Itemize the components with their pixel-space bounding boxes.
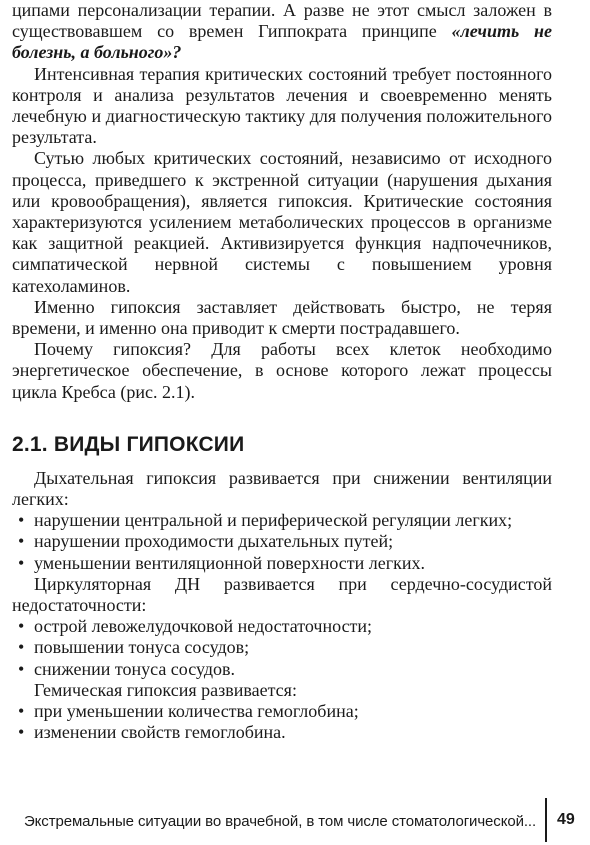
hemic-hypoxia-list <box>12 701 552 743</box>
paragraph-krebs-cycle: Почему гипоксия? Для работы всех клеток необходимо энергетическое обеспечение, в основе которого лежат процессы цикла Кребса (рис. 2.1). <box>12 339 552 402</box>
paragraph-intensive-therapy: Интенсивная терапия критических состояний требует постоянного контроля и анализа результатов лечения и своевременно менять лечебную и диагностическую тактику для получения положительного результата. <box>12 63 552 148</box>
paragraph-text: ципами персонализации терапии. А разве не этот смысл заложен в существовавшем со времен Гиппократа принципе <box>12 0 552 42</box>
circulatory-hypoxia-list <box>12 616 552 680</box>
page-number: 49 <box>557 811 575 828</box>
page-body <box>12 0 552 744</box>
respiratory-hypoxia-list <box>12 510 552 574</box>
list-item: • нарушении центральной и периферической регуляции легких; <box>12 510 552 531</box>
hemic-hypoxia-intro: Гемическая гипоксия развивается: <box>34 679 297 700</box>
list-item: • острой левожелудочковой недостаточности; <box>12 616 552 637</box>
circulatory-hypoxia-intro: Циркуляторная ДН развивается при сердечно-сосудистой недостаточности: <box>12 573 552 616</box>
hippocrates-quote: «лечить не болезнь, а больного»? <box>12 21 552 63</box>
list-item: • при уменьшении количества гемоглобина; <box>12 701 552 722</box>
page-footer <box>24 812 584 844</box>
running-title: Экстремальные ситуации во врачебной, в том числе стоматологической... <box>24 813 537 830</box>
list-item: • повышении тонуса сосудов; <box>12 637 552 658</box>
list-item: • изменении свойств гемоглобина. <box>12 722 552 743</box>
footer-divider <box>545 798 547 842</box>
respiratory-hypoxia-intro: Дыхательная гипоксия развивается при снижении вентиляции легких: <box>12 467 552 510</box>
list-item: • уменьшении вентиляционной поверхности легких. <box>12 553 552 574</box>
list-item: • снижении тонуса сосудов. <box>12 659 552 680</box>
list-item: • нарушении проходимости дыхательных путей; <box>12 531 552 552</box>
paragraph-continuation <box>12 0 552 64</box>
paragraph-hypoxia-urgency: Именно гипоксия заставляет действовать быстро, не теряя времени, и именно она приводит к смерти пострадавшего. <box>12 296 552 339</box>
section-heading: 2.1. ВИДЫ ГИПОКСИИ <box>12 432 245 456</box>
paragraph-critical-states: Сутью любых критических состояний, независимо от исходного процесса, приведшего к экстренной ситуации (нарушения дыхания или кровообращения), является гипоксия. Критические состояния характеризуются усилением метаболических процессов в организме как защитной реакцией. Активизируется функция надпочечников, симпатической нервной системы с повышением уровня катехоламинов. <box>12 148 552 296</box>
